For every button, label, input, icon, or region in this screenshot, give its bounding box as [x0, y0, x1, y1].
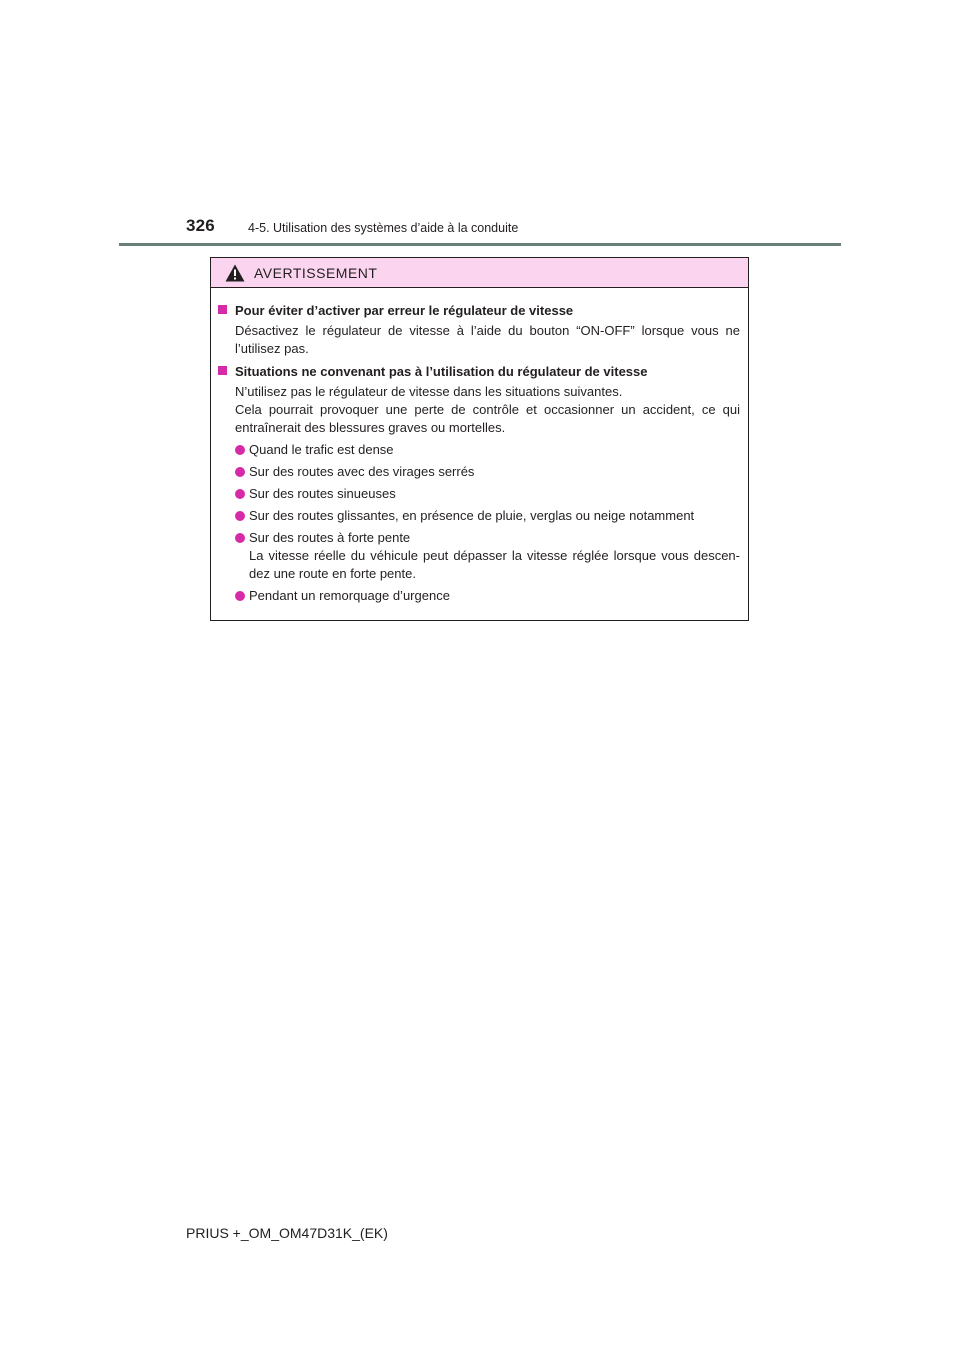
round-bullet-icon: [235, 489, 245, 499]
bullet-item: [218, 463, 740, 481]
warning-body: [211, 288, 748, 605]
bullet-item: [218, 441, 740, 459]
bullet-item: [218, 529, 740, 583]
round-bullet-icon: [235, 445, 245, 455]
bullet-item: [218, 507, 740, 525]
bullet-text: Sur des routes sinueuses: [249, 486, 396, 501]
header-rule: [119, 243, 841, 246]
round-bullet-icon: [235, 591, 245, 601]
bullet-text: Sur des routes glissantes, en présence de pluie, verglas ou neige notamment: [249, 508, 695, 523]
square-bullet-icon: [218, 366, 227, 375]
paragraph: Cela pourrait provoquer une perte de contrôle et occasionner un accident, ce qui entraînerait des blessures graves ou mortelles.: [235, 402, 740, 435]
bullet-item: [218, 485, 740, 503]
warning-triangle-icon: [225, 264, 245, 282]
bullet-text: Pendant un remorquage d’urgence: [249, 588, 450, 603]
warning-heading: [218, 363, 740, 381]
bullet-text: Sur des routes à forte pente: [249, 530, 411, 545]
warning-box: [210, 257, 749, 621]
page-number: 326: [186, 216, 215, 235]
round-bullet-icon: [235, 467, 245, 477]
paragraph: Désactivez le régulateur de vitesse à l’aide du bouton “ON-OFF” lorsque vous ne l’utilisez pas.: [235, 323, 740, 356]
heading-text: Situations ne convenant pas à l’utilisation du régulateur de vitesse: [235, 364, 648, 379]
round-bullet-icon: [235, 511, 245, 521]
heading-text: Pour éviter d’activer par erreur le régulateur de vitesse: [235, 303, 574, 318]
paragraph: N’utilisez pas le régulateur de vitesse dans les situations suivantes.: [235, 384, 623, 399]
bullet-text: Quand le trafic est dense: [249, 442, 394, 457]
bullet-text: Sur des routes avec des virages serrés: [249, 464, 475, 479]
warning-title: AVERTISSEMENT: [254, 265, 378, 281]
square-bullet-icon: [218, 305, 227, 314]
footer-doc-code: PRIUS +_OM_OM47D31K_(EK): [186, 1225, 388, 1241]
section-title: 4-5. Utilisation des systèmes d’aide à la conduite: [248, 221, 519, 235]
bullet-item: [218, 587, 740, 605]
round-bullet-icon: [235, 533, 245, 543]
bullet-subtext: La vitesse réelle du véhicule peut dépasser la vitesse réglée lorsque vous descen-dez une route en forte pente.: [249, 548, 740, 581]
warning-header: [211, 258, 748, 288]
warning-heading: [218, 302, 740, 320]
